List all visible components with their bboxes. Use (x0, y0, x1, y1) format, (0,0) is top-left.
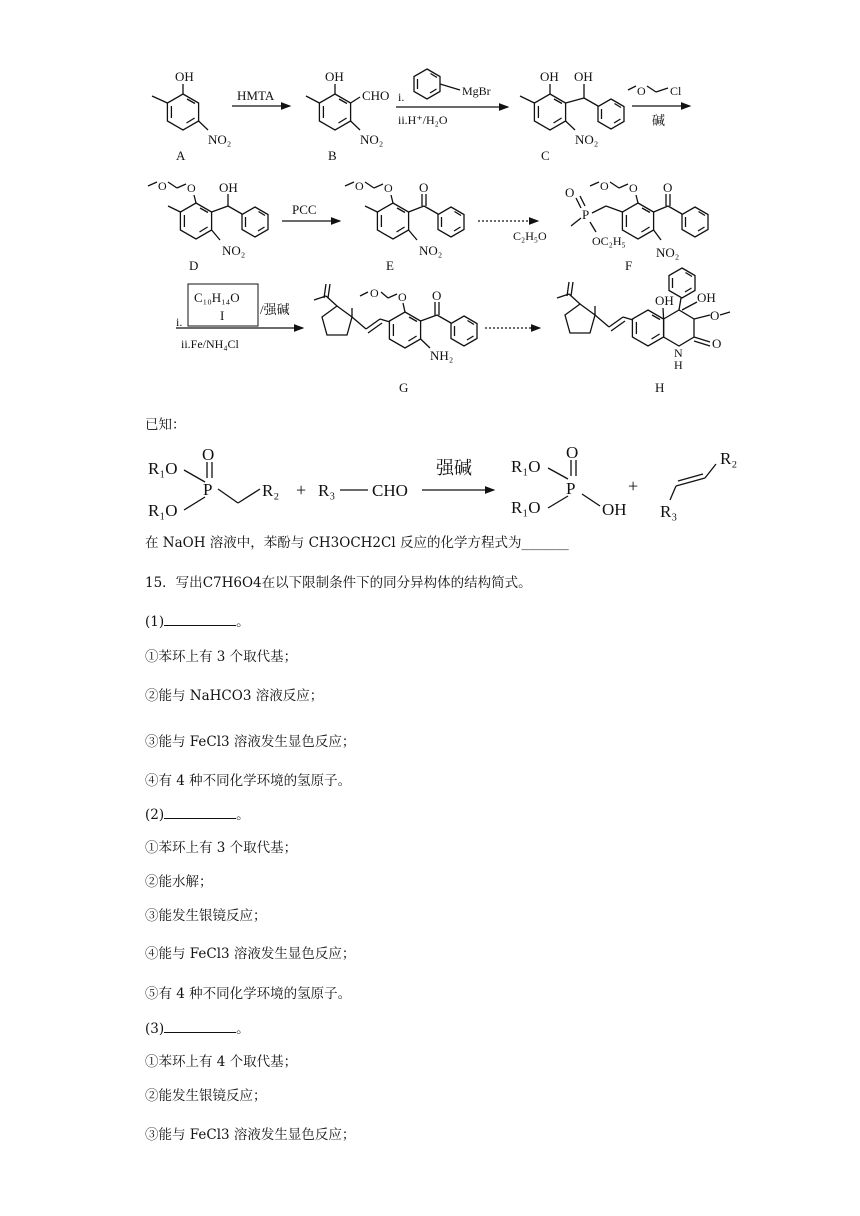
svg-text:R₂: R₂ (262, 481, 280, 500)
q15-formula: C7H6O4 (202, 575, 262, 591)
svg-text:O: O (158, 179, 167, 193)
b-no2: NO₂ (360, 132, 384, 147)
label-d: D (189, 258, 199, 273)
svg-text:R₁O: R₁O (511, 457, 541, 476)
svg-text:O: O (600, 179, 609, 193)
svg-text:O: O (710, 308, 720, 323)
svg-text:O: O (355, 179, 364, 193)
svg-text:OH: OH (602, 500, 627, 519)
svg-text:C₂H₅O: C₂H₅O (513, 229, 547, 243)
part-3-answer: (3) 。 (145, 1021, 250, 1037)
label-h: H (655, 380, 665, 395)
part-3-condition: ②能发生银镜反应； (145, 1088, 267, 1104)
compound-a (152, 69, 231, 163)
svg-text:O: O (712, 336, 722, 351)
svg-text:OH: OH (540, 69, 559, 84)
reagent-hmta: HMTA (237, 88, 275, 103)
svg-text:+: + (628, 476, 639, 496)
svg-text:+: + (296, 480, 307, 500)
svg-text:O: O (432, 288, 442, 303)
svg-text:O: O (419, 180, 429, 195)
svg-text:OH: OH (655, 293, 674, 308)
answer-blank-1[interactable] (164, 613, 236, 626)
svg-text:R₂: R₂ (720, 449, 738, 468)
svg-text:i.: i. (176, 315, 183, 329)
svg-text:NO₂: NO₂ (575, 132, 599, 147)
svg-text:P: P (582, 207, 590, 222)
svg-text:MgBr: MgBr (462, 84, 491, 98)
svg-text:ii.Fe/NH₄Cl: ii.Fe/NH₄Cl (181, 337, 239, 351)
part-3-condition: ③能与 FeCl3 溶液发生显色反应； (145, 1127, 356, 1143)
part-2-answer: (2) 。 (145, 807, 250, 823)
svg-text:OH: OH (219, 180, 238, 195)
svg-text:I: I (220, 308, 225, 323)
label-b: B (328, 148, 337, 163)
svg-text:O: O (565, 185, 575, 200)
svg-text:NO₂: NO₂ (419, 243, 443, 258)
a-oh: OH (175, 69, 194, 84)
arrow-f-g (176, 284, 303, 351)
svg-text:Cl: Cl (670, 84, 682, 98)
part-2-condition: ①苯环上有 3 个取代基； (145, 840, 298, 856)
svg-text:R₃: R₃ (660, 502, 678, 521)
svg-text:CHO: CHO (372, 481, 408, 500)
svg-text:O: O (202, 445, 215, 464)
svg-text:O: O (398, 290, 407, 304)
svg-text:OC₂H₅: OC₂H₅ (592, 234, 626, 248)
q14-tail: 在 NaOH 溶液中，苯酚与 CH3OCH2Cl 反应的化学方程式为_______ (145, 535, 569, 551)
arrow-c-d (628, 84, 690, 128)
compound-f (513, 179, 708, 273)
svg-text:ii.H⁺/H₂O: ii.H⁺/H₂O (398, 113, 448, 127)
compound-h (557, 268, 730, 395)
compound-d (148, 179, 268, 273)
part-1-condition: ④有 4 种不同化学环境的氢原子。 (145, 773, 352, 789)
compound-g (314, 284, 477, 395)
label-f: F (625, 258, 633, 273)
svg-text:NO₂: NO₂ (656, 245, 680, 260)
svg-text:N: N (674, 346, 683, 360)
svg-text:NO₂: NO₂ (222, 243, 246, 258)
known-heading: 已知： (145, 417, 186, 433)
svg-text:O: O (637, 84, 646, 98)
b-oh: OH (325, 69, 344, 84)
svg-text:O: O (384, 181, 393, 195)
svg-text:O: O (629, 181, 638, 195)
svg-text:强碱: 强碱 (436, 458, 472, 479)
b-cho: CHO (362, 88, 390, 103)
q15-stem (145, 574, 532, 592)
part-2-condition: ③能发生银镜反应； (145, 908, 267, 924)
q15-stem-post: 在以下限制条件下的同分异构体的结构简式。 (261, 575, 532, 591)
label-a: A (176, 148, 186, 163)
svg-text:碱: 碱 (652, 113, 666, 128)
part-2-condition: ②能水解； (145, 874, 213, 890)
part-3-condition: ①苯环上有 4 个取代基； (145, 1054, 298, 1070)
svg-text:R₁O: R₁O (148, 459, 178, 478)
svg-text:O: O (370, 286, 379, 300)
known-reaction (148, 443, 737, 521)
part-1-condition: ③能与 FeCl3 溶液发生显色反应； (145, 734, 356, 750)
synthesis-scheme (0, 0, 860, 525)
part-1-condition: ①苯环上有 3 个取代基； (145, 649, 298, 665)
label-g: G (399, 380, 409, 395)
svg-text:P: P (566, 479, 576, 498)
svg-text:i.: i. (398, 90, 405, 104)
answer-blank-3[interactable] (164, 1020, 236, 1033)
part-2-condition: ④能与 FeCl3 溶液发生显色反应； (145, 946, 356, 962)
svg-text:R₁O: R₁O (511, 498, 541, 517)
answer-blank-2[interactable] (164, 806, 236, 819)
part-1-answer: (1) 。 (145, 614, 250, 630)
svg-text:R₁O: R₁O (148, 501, 178, 520)
compound-b (306, 69, 389, 163)
svg-text:C₁₀H₁₄O: C₁₀H₁₄O (194, 290, 240, 305)
svg-text:P: P (203, 480, 213, 499)
part-1-condition: ②能与 NaHCO3 溶液反应； (145, 688, 324, 704)
svg-text:R₃: R₃ (318, 481, 336, 500)
part-2-condition: ⑤有 4 种不同化学环境的氢原子。 (145, 986, 352, 1002)
svg-text:/强碱: /强碱 (260, 302, 290, 317)
reagent-pcc: PCC (292, 202, 317, 217)
svg-text:H: H (674, 358, 683, 372)
label-e: E (386, 258, 394, 273)
label-c: C (541, 148, 550, 163)
svg-text:O: O (566, 443, 579, 462)
svg-text:OH: OH (697, 290, 716, 305)
svg-text:O: O (187, 181, 196, 195)
compound-c (520, 69, 624, 163)
svg-text:OH: OH (574, 69, 593, 84)
compound-e (345, 179, 464, 273)
arrow-b-c (396, 69, 508, 127)
a-no2: NO₂ (208, 132, 232, 147)
q15-stem-pre: 15．写出 (145, 575, 203, 591)
svg-text:NH₂: NH₂ (430, 348, 454, 363)
svg-text:O: O (663, 180, 673, 195)
